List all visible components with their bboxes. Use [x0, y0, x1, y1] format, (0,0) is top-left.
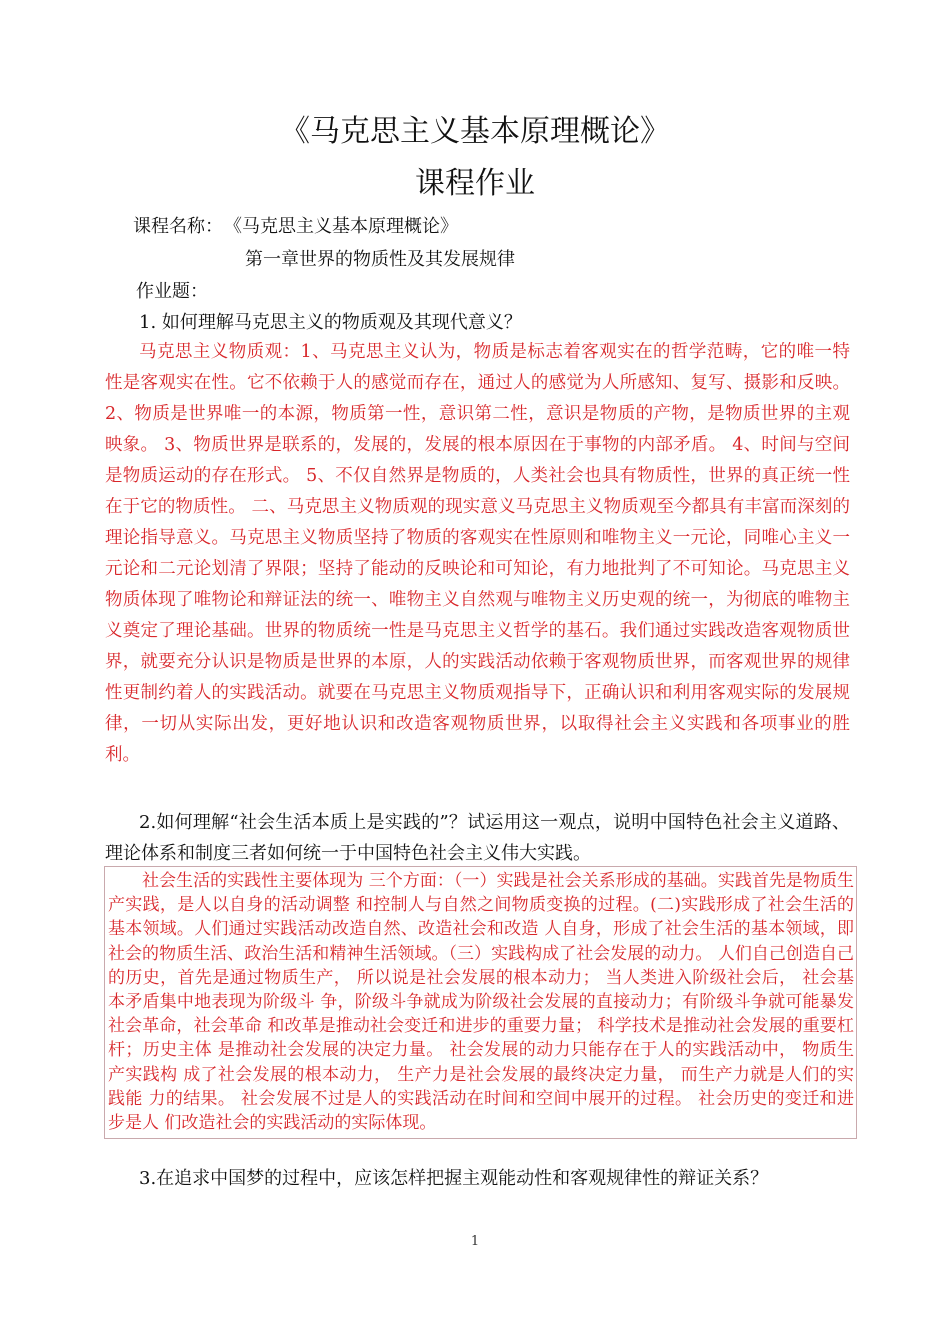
- course-label: 课程名称：: [133, 216, 223, 237]
- answer-1: 马克思主义物质观：1、马克思主义认为，物质是标志着客观实在的哲学范畴，它的唯一特性是客观实在性。它不依赖于人的感觉而存在，通过人的感觉为人所感知、复写、摄影和反映。 2、物质是世界唯一的本源，物质第一性，意识第二性，意识是物质的产物，是物质世界的主观映象。 3、物质世界是联系的，发展的，发展的根本原因在于事物的内部矛盾。 4、时间与空间是物质运动的存在形式。 5、不仅自然界是物质的，人类社会也具有物质性，世界的真正统一性在于它的物质性。 二、马克思主义物质观的现实意义马克思主义物质观至今都具有丰富而深刻的理论指导意义。马克思主义物质坚持了物质的客观实在性原则和唯物主义一元论，同唯心主义一元论和二元论划清了界限；坚持了能动的反映论和可知论，有力地批判了不可知论。马克思主义物质体现了唯物论和辩证法的统一、唯物主义自然观与唯物主义历史观的统一，为彻底的唯物主义奠定了理论基础。世界的物质统一性是马克思主义哲学的基石。我们通过实践改造客观物质世界，就要充分认识是物质是世界的本原，人的实践活动依赖于客观物质世界，而客观世界的规律性更制约着人的实践活动。就要在马克思主义物质观指导下，正确认识和利用客观实际的发展规律，一切从实际出发，更好地认识和改造客观物质世界，以取得社会主义实践和各项事业的胜利。: [105, 342, 850, 765]
- question-2: 2.如何理解“社会生活本质上是实践的”？试运用这一观点，说明中国特色社会主义道路、理论体系和制度三者如何统一于中国特色社会主义伟大实践。: [105, 812, 850, 864]
- chapter-heading: 第一章世界的物质性及其发展规律: [245, 249, 515, 270]
- answer-2: 社会生活的实践性主要体现为 三个方面：（一）实践是社会关系形成的基础。实践首先是物质生产实践，是人以自身的活动调整 和控制人与自然之间物质变换的过程。(二)实践形成了社会生活的基本领域。人们通过实践活动改造自然、改造社会和改造 人自身，形成了社会生活的基本领域，即社会的物质生活、政治生活和精神生活领域。（三）实践构成了社会发展的动力。 人们自己创造自己的历史，首先是通过物质生产， 所以说是社会发展的根本动力； 当人类进入阶级社会后， 社会基本矛盾集中地表现为阶级斗 争，阶级斗争就成为阶级社会发展的直接动力；有阶级斗争就可能暴发社会革命，社会革命 和改革是推动社会变迁和进步的重要力量； 科学技术是推动社会发展的重要杠杆；历史主体 是推动社会发展的决定力量。 社会发展的动力只能存在于人的实践活动中， 物质生产实践构 成了社会发展的根本动力， 生产力是社会发展的最终决定力量， 而生产力就是人们的实践能 力的结果。 社会发展不过是人的实践活动在时间和空间中展开的过程。 社会历史的变迁和进步是人 们改造社会的实践活动的实际体现。: [104, 866, 857, 1139]
- question-1: 1. 如何理解马克思主义的物质观及其现代意义？: [139, 312, 522, 333]
- document-subtitle: 课程作业: [415, 166, 535, 201]
- course-name: 《马克思主义基本原理概论》: [233, 216, 458, 237]
- page-number: 1: [470, 1234, 480, 1249]
- document-title: 《马克思主义基本原理概论》: [280, 114, 670, 149]
- course-line: [133, 214, 458, 240]
- question-3: 3.在追求中国梦的过程中，应该怎样把握主观能动性和客观规律性的辩证关系？: [139, 1168, 769, 1189]
- homework-label: 作业题：: [136, 281, 208, 302]
